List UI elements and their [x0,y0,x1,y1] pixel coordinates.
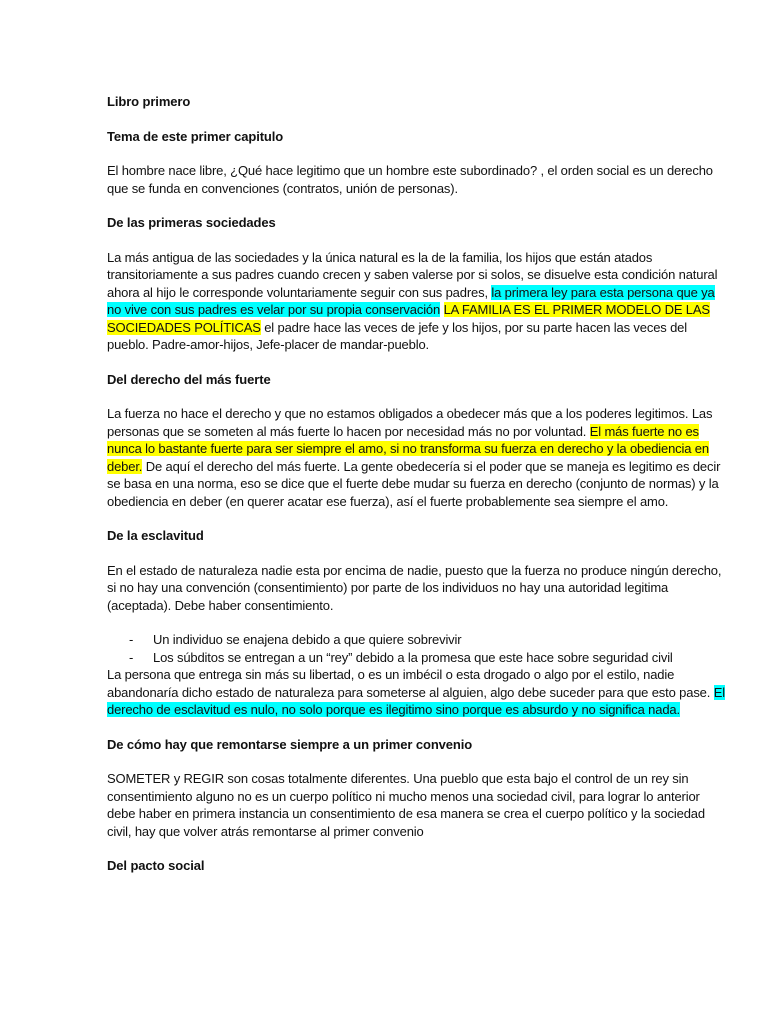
text-run: La persona que entrega sin más su libertad, o es un imbécil o esta drogado o algo por el estilo, nadie abandonaría dicho estado de naturaleza para someterse al alguien, algo debe suceder para que esto pase. [107,667,714,700]
dash-bullet: - [129,649,134,665]
dash-bullet: - [129,632,134,647]
text-run: De aquí el derecho del más fuerte. La gente obedecería si el poder que se maneja es legitimo es decir se basa en una norma, eso se dice que el fuerte debe mudar su fuerza en derecho (conjunto de normas) y la obediencia en deber (en querer acatar ese fuerza), así el fuerte probablemente sea siempre el amo. [107,458,721,509]
heading-primeras-sociedades: De las primeras sociedades [107,215,276,230]
text-run: La más antigua de las sociedades y la única natural es la de la familia, los hijos que están atados transitoriamente a sus padres cuando crecen y saben valerse por si solos, se disuelve esta condición natural ahora al hijo le corresponde voluntariamente seguir con sus padres, [107,249,718,300]
highlight-yellow-text: LA FAMILIA ES EL PRIMER MODELO DE LAS SOCIEDADES POLÍTICAS [107,302,710,335]
paragraph-esclavitud-2 [107,666,728,719]
paragraph-primeras-sociedades [107,249,728,354]
heading-tema: Tema de este primer capitulo [107,128,284,144]
bullet-list [107,631,728,666]
highlight-cyan-text: El derecho de esclavitud es nulo, no solo porque es ilegitimo sino porque es absurdo y no significa nada. [107,684,725,717]
heading-primer-convenio: De cómo hay que remontarse siempre a un primer convenio [107,736,473,752]
text-run: La fuerza no hace el derecho y que no estamos obligados a obedecer más que a los poderes legitimos. Las personas que se someten al más fuerte lo hacen por necesidad más no por voluntad. [107,406,713,439]
highlight-cyan-text: la primera ley para esta persona que ya no vive con sus padres es velar por su propia conservación [107,284,715,317]
paragraph-primer-convenio: SOMETER y REGIR son cosas totalmente diferentes. Una pueblo que esta bajo el control de un rey sin consentimiento alguno no es un cuerpo político ni mucho menos una sociedad civil, para lograr lo anterior debe haber en primera instancia un consentimiento de esa manera se crea el cuerpo político y la sociedad civil, hay que volver atrás remontarse al primer convenio [107,771,705,839]
heading-pacto-social: Del pacto social [107,858,205,873]
list-item [107,631,728,649]
heading-libro-primero: Libro primero [107,94,191,109]
highlight-yellow-text: El más fuerte no es nunca lo bastante fuerte para ser siempre el amo, si no transforma su fuerza en derecho y la obediencia en deber. [107,423,709,474]
paragraph-derecho-mas-fuerte [107,405,728,510]
text-run: el padre hace las veces de jefe y los hijos, por su parte hacen las veces del pueblo. Padre-amor-hijos, Jefe-placer de mandar-pueblo. [107,319,687,352]
list-item [107,649,728,667]
heading-derecho-mas-fuerte: Del derecho del más fuerte [107,371,271,387]
paragraph-tema: El hombre nace libre, ¿Qué hace legitimo que un hombre este subordinado? , el orden social es un derecho que se funda en convenciones (contratos, unión de personas). [107,163,713,196]
heading-esclavitud: De la esclavitud [107,528,204,543]
paragraph-esclavitud-1: En el estado de naturaleza nadie esta por encima de nadie, puesto que la fuerza no produce ningún derecho, si no hay una convención (consentimiento) por parte de los individuos no hay una autoridad legitima (aceptada). Debe haber consentimiento. [107,562,722,613]
list-item-text: Los súbditos se entregan a un “rey” debido a la promesa que este hace sobre seguridad civil [153,649,673,665]
list-item-text: Un individuo se enajena debido a que quiere sobrevivir [153,632,462,647]
